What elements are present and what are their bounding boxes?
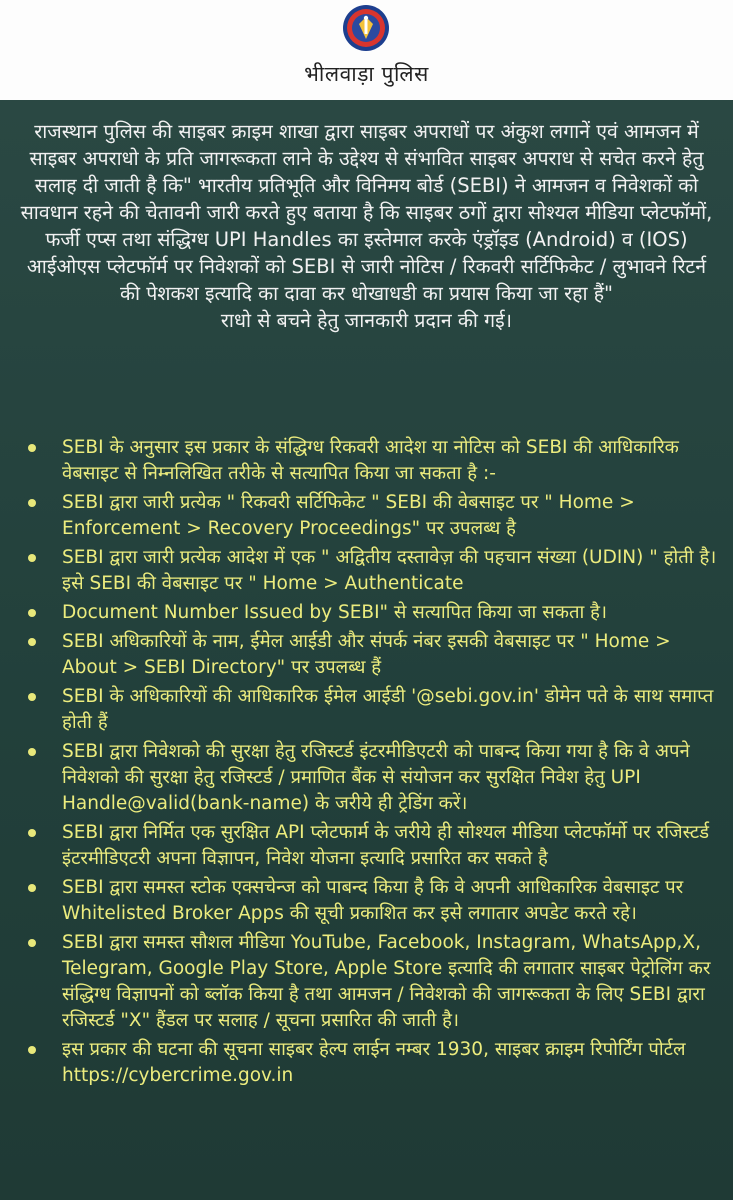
list-item: इस प्रकार की घटना की सूचना साइबर हेल्प लाईन नम्बर 1930, साइबर क्राइम रिपोर्टिंग पोर्टल https://cybercrime.gov.in <box>62 1037 719 1089</box>
org-name: भीलवाड़ा पुलिस <box>304 62 429 86</box>
intro-closing: राधो से बचने हेतु जानकारी प्रदान की गई। <box>220 309 513 332</box>
list-item: SEBI द्वारा जारी प्रत्येक आदेश में एक " अद्वितीय दस्तावेज़ की पहचान संख्या (UDIN) " होती है। इसे SEBI की वेबसाइट पर " Home > Authenticate <box>62 545 719 597</box>
list-item: SEBI अधिकारियों के नाम, ईमेल आईडी और संपर्क नंबर इसकी वेबसाइट पर " Home > About > SEBI Directory" पर उपलब्ध हैं <box>62 629 719 681</box>
list-item: SEBI द्वारा समस्त स्टोक एक्सचेन्ज को पाबन्द किया है कि वे अपनी आधिकारिक वेबसाइट पर Whitelisted Broker Apps की सूची प्रकाशित कर इसे लगातार अपडेट करते रहे। <box>62 875 719 927</box>
list-item: SEBI द्वारा निवेशको की सुरक्षा हेतु रजिस्टर्ड इंटरमीडिएटरी को पाबन्द किया गया है कि वे अपने निवेशको की सुरक्षा हेतु रजिस्टर्ड / प्रमाणित बैंक से संयोजन कर सुरक्षित निवेश हेतु UPI Handle@valid(bank-name) के जरीये ही ट्रेडिंग करें। <box>62 739 719 817</box>
list-item: SEBI के अनुसार इस प्रकार के संद्धिग्ध रिकवरी आदेश या नोटिस को SEBI की आधिकारिक वेबसाइट से निम्नलिखित तरीके से सत्यापित किया जा सकता है :- <box>62 435 719 487</box>
advisory-list <box>14 435 719 1092</box>
advisory-panel <box>0 100 733 1200</box>
list-item: SEBI द्वारा जारी प्रत्येक " रिकवरी सर्टिफिकेट " SEBI की वेबसाइट पर " Home > Enforcement > Recovery Proceedings" पर उपलब्ध है <box>62 490 719 542</box>
intro-paragraph: राजस्थान पुलिस की साइबर क्राइम शाखा द्वारा साइबर अपराधों पर अंकुश लगानें एवं आमजन में साइबर अपराधो के प्रति जागरूकता लाने के उद्देश्य से संभावित साइबर अपराध से सचेत करने हेतु सलाह दी जाती है कि" भारतीय प्रतिभूति और विनिमय बोर्ड (SEBI) ने आमजन व निवेशकों को सावधान रहने की चेतावनी जारी करते हुए बताया है कि साइबर ठगों द्वारा सोश्यल मीडिया प्लेटफॉमों, फर्जी एप्स तथा संद्धिग्ध UPI Handles का इस्तेमाल करके एंड्रॉइड (Android) व (IOS) आईओएस प्लेटफॉर्म पर निवेशकों को SEBI से जारी नोटिस / रिकवरी सर्टिफिकेट / लुभावने रिटर्न की पेशकश इत्यादि का दावा कर धोखाधडी का प्रयास किया जा रहा हैं" <box>20 120 713 305</box>
list-item: SEBI द्वारा निर्मित एक सुरक्षित API प्लेटफार्म के जरीये ही सोश्यल मीडिया प्लेटफॉर्मो पर रजिस्टर्ड इंटरमीडिएटरी अपना विज्ञापन, निवेश योजना इत्यादि प्रसारित कर सकते है <box>62 820 719 872</box>
rajasthan-police-emblem-icon <box>342 4 390 52</box>
list-item: SEBI द्वारा समस्त सौशल मीडिया YouTube, Facebook, Instagram, WhatsApp,X, Telegram, Google Play Store, Apple Store इत्यादि की लगातार साइबर पेट्रोलिंग कर संद्धिग्ध विज्ञापनों को ब्लॉक किया है तथा आमजन / निवेशको की जागरूकता के लिए SEBI द्वारा रजिस्टर्ड "X" हैंडल पर सलाह / सूचना प्रसारित की जाती है। <box>62 930 719 1034</box>
list-item: SEBI के अधिकारियों की आधिकारिक ईमेल आईडी '@sebi.gov.in' डोमेन पते के साथ समाप्त होती हैं <box>62 684 719 736</box>
list-item: Document Number Issued by SEBI" से सत्यापित किया जा सकता है। <box>62 600 719 626</box>
header <box>0 0 733 100</box>
intro-section <box>20 118 713 334</box>
